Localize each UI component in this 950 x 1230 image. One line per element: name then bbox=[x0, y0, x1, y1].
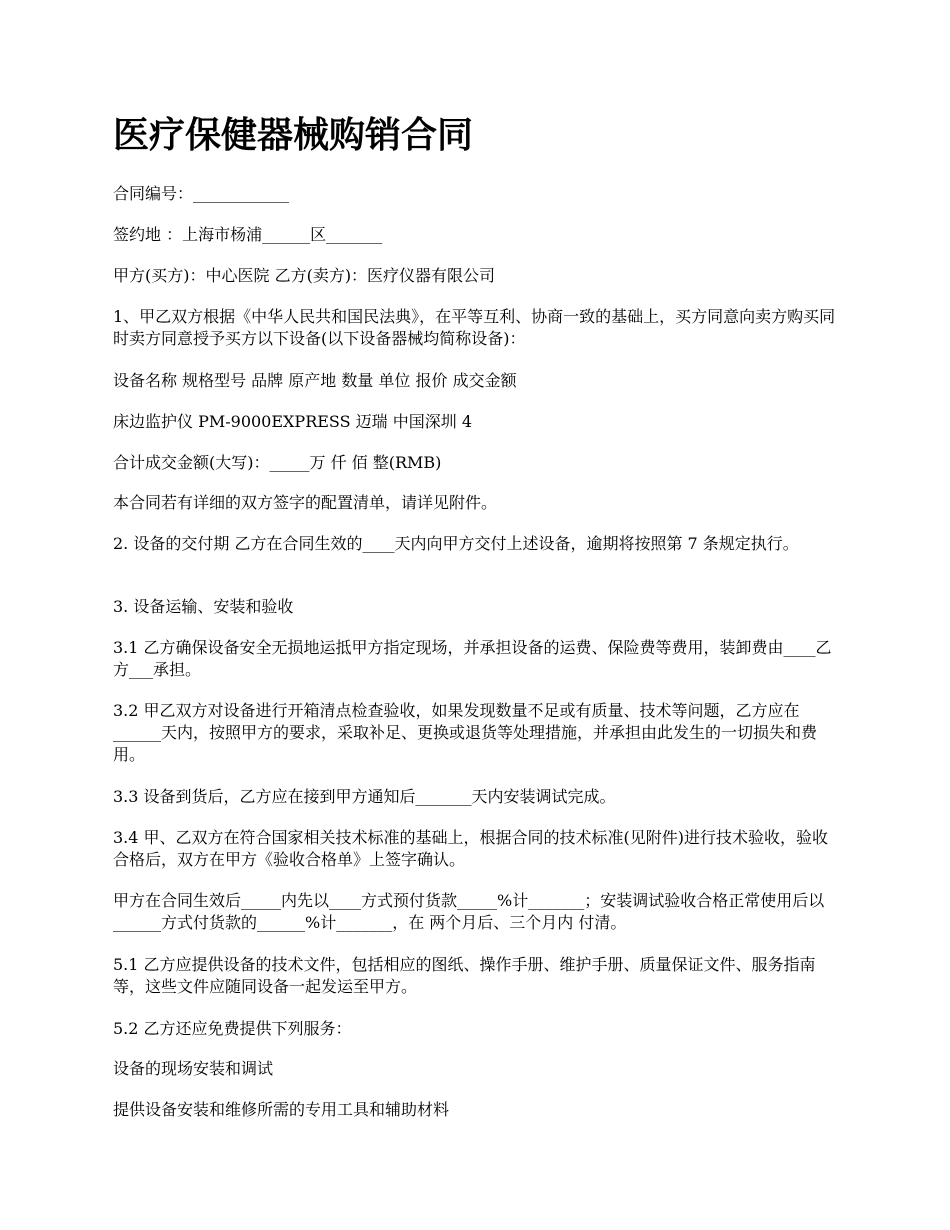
attachment-note: 本合同若有详细的双方签字的配置清单，请详见附件。 bbox=[113, 493, 498, 512]
service-item-1: 设备的现场安装和调试 bbox=[113, 1059, 274, 1078]
payment-terms: 甲方在合同生效后_____内先以____方式预付货款_____%计_______；安装调试验收合格正常使用后以______方式付货款的______%计_______，在 两个月后、三个月内 付清。 bbox=[113, 891, 825, 932]
clause-2: 2. 设备的交付期 乙方在合同生效的____天内向甲方交付上述设备，逾期将按照第 7 条规定执行。 bbox=[113, 534, 799, 553]
document-title: 医疗保健器械购销合同 bbox=[113, 115, 474, 156]
equipment-row: 床边监护仪 PM-9000EXPRESS 迈瑞 中国深圳 4 bbox=[113, 412, 473, 431]
clause-3-1: 3.1 乙方确保设备安全无损地运抵甲方指定现场，并承担设备的运费、保险费等费用，装卸费由____乙方___承担。 bbox=[113, 638, 832, 679]
parties: 甲方(买方)：中心医院 乙方(卖方)：医疗仪器有限公司 bbox=[113, 266, 496, 285]
clause-5-2: 5.2 乙方还应免费提供下列服务： bbox=[113, 1019, 352, 1038]
clause-3-2: 3.2 甲乙双方对设备进行开箱清点检查验收，如果发现数量不足或有质量、技术等问题，乙方应在______天内，按照甲方的要求，采取补足、更换或退货等处理措施，并承担由此发生的一切损失和费用。 bbox=[113, 701, 818, 764]
total-amount: 合计成交金额(大写)：_____万 仟 佰 整(RMB) bbox=[113, 453, 442, 472]
clause-3-4: 3.4 甲、乙双方在符合国家相关技术标准的基础上，根据合同的技术标准(见附件)进行技术验收，验收合格后，双方在甲方《验收合格单》上签字确认。 bbox=[113, 828, 829, 869]
clause-3: 3. 设备运输、安装和验收 bbox=[113, 597, 294, 616]
contract-number: 合同编号：____________ bbox=[113, 184, 290, 203]
signing-location: 签约地 ：上海市杨浦______区_______ bbox=[113, 225, 383, 244]
clause-1: 1、甲乙双方根据《中华人民共和国民法典》，在平等互利、协商一致的基础上，买方同意向卖方购买同时卖方同意授予买方以下设备(以下设备器械均简称设备)： bbox=[113, 307, 836, 348]
clause-3-3: 3.3 设备到货后，乙方应在接到甲方通知后_______天内安装调试完成。 bbox=[113, 787, 616, 806]
equipment-header: 设备名称 规格型号 品牌 原产地 数量 单位 报价 成交金额 bbox=[113, 371, 517, 390]
service-item-2: 提供设备安装和维修所需的专用工具和辅助材料 bbox=[113, 1100, 450, 1119]
clause-5-1: 5.1 乙方应提供设备的技术文件，包括相应的图纸、操作手册、维护手册、质量保证文件、服务指南等，这些文件应随同设备一起发运至甲方。 bbox=[113, 955, 816, 996]
